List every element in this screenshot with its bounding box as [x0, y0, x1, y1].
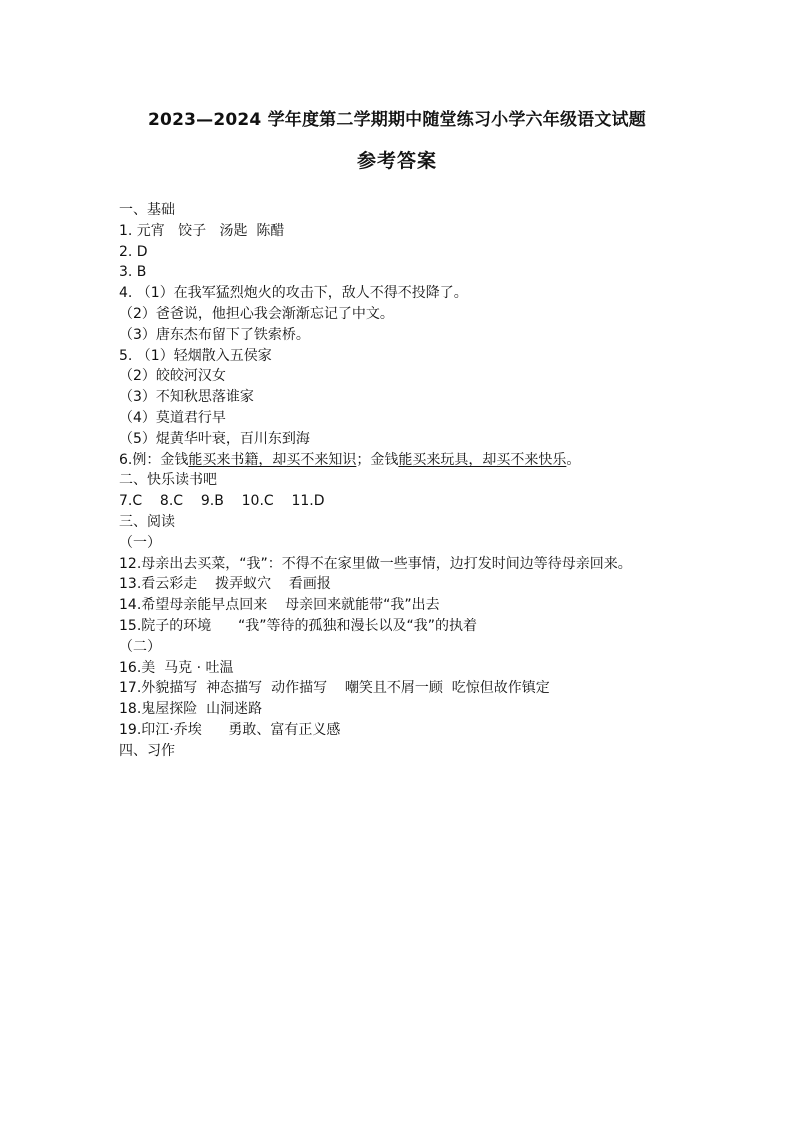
- answer-line-19: 19.印江·乔埃 勇敢、富有正义感: [119, 721, 341, 738]
- answer-line-5-3: （3）不知秋思落谁家: [119, 389, 254, 406]
- answer-line-1: 1. 元宵 饺子 汤匙 陈醋: [119, 222, 285, 239]
- answer-line-6: [119, 450, 679, 471]
- answer-line-4-3: （3）唐东杰布留下了铁索桥。: [119, 326, 310, 343]
- answer-line-4-1: 4. （1）在我军猛烈炮火的攻击下，敌人不得不投降了。: [119, 285, 468, 302]
- answer-line-13: 13.看云彩走 拨弄蚁穴 看画报: [119, 576, 331, 593]
- answer-6-prefix: 6.例：金钱: [119, 451, 189, 468]
- answer-line-18: 18.鬼屋探险 山洞迷路: [119, 701, 263, 718]
- answer-line-15: 15.院子的环境 “我”等待的孤独和漫长以及“我”的执着: [119, 617, 477, 634]
- page-title: 2023—2024 学年度第二学期期中随堂练习小学六年级语文试题: [148, 110, 646, 130]
- answer-6-underlined-1: 能买来书籍，却买不来知识: [188, 451, 357, 468]
- answer-line-2: 2. D: [119, 243, 148, 260]
- answer-line-16: 16.美 马克 · 吐温: [119, 659, 234, 676]
- answer-6-middle: ；金钱: [356, 451, 399, 468]
- section-heading-reading-club: 二、快乐读书吧: [119, 472, 217, 489]
- answer-line-12: 12.母亲出去买菜，“我”：不得不在家里做一些事情，边打发时间边等待母亲回来。: [119, 555, 632, 572]
- answer-line-7-11: 7.C 8.C 9.B 10.C 11.D: [119, 493, 325, 510]
- section-heading-writing: 四、习作: [119, 742, 175, 759]
- answer-6-underlined-2: 能买来玩具，却买不来快乐: [398, 451, 567, 468]
- answer-line-3: 3. B: [119, 264, 147, 281]
- answer-content: [119, 200, 679, 762]
- section-heading-reading: 三、阅读: [119, 513, 175, 530]
- section-heading-basics: 一、基础: [119, 202, 175, 218]
- answer-6-suffix: 。: [566, 451, 581, 468]
- answer-line-5-5: （5）焜黄华叶衰，百川东到海: [119, 430, 310, 447]
- answer-line-5-4: （4）莫道君行早: [119, 409, 226, 426]
- answer-line-5-1: 5. （1）轻烟散入五侯家: [119, 347, 272, 364]
- answer-line-4-2: （2）爸爸说，他担心我会渐渐忘记了中文。: [119, 305, 394, 322]
- answer-line-5-2: （2）皎皎河汉女: [119, 368, 226, 385]
- answer-line-17: 17.外貌描写 神态描写 动作描写 嘲笑且不屑一顾 吃惊但故作镇定: [119, 680, 550, 697]
- page-subtitle: 参考答案: [356, 150, 437, 172]
- passage-label-2: （二）: [119, 638, 161, 655]
- answer-line-14: 14.希望母亲能早点回来 母亲回来就能带“我”出去: [119, 597, 440, 614]
- passage-label-1: （一）: [119, 534, 161, 551]
